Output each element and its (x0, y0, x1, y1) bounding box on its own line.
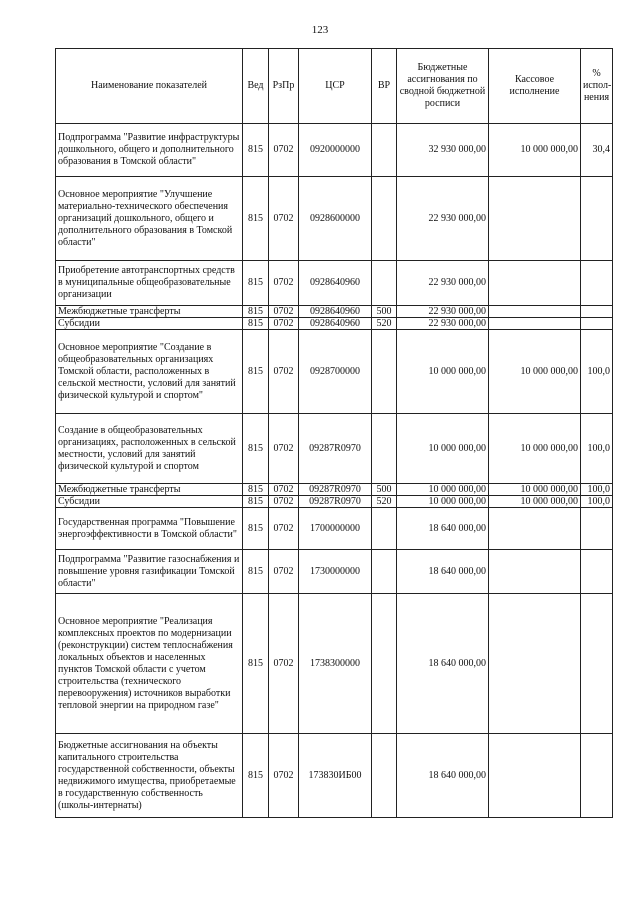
row-budget: 10 000 000,00 (397, 414, 489, 484)
row-name: Межбюджетные трансферты (56, 484, 243, 496)
row-rzpr: 0702 (269, 594, 299, 734)
row-name: Субсидии (56, 496, 243, 508)
row-ved: 815 (243, 594, 269, 734)
row-vr (372, 594, 397, 734)
row-ved: 815 (243, 496, 269, 508)
table-header-row (56, 49, 613, 124)
row-rzpr: 0702 (269, 734, 299, 818)
table-row (56, 330, 613, 414)
row-cash: 10 000 000,00 (489, 484, 581, 496)
header-ved: Вед (243, 49, 269, 124)
row-ved: 815 (243, 508, 269, 550)
row-pct: 30,4 (581, 124, 613, 177)
row-cash (489, 594, 581, 734)
row-vr: 500 (372, 306, 397, 318)
table-row (56, 261, 613, 306)
row-csr: 1730000000 (299, 550, 372, 594)
row-budget: 10 000 000,00 (397, 330, 489, 414)
row-vr (372, 261, 397, 306)
row-cash (489, 550, 581, 594)
row-pct (581, 306, 613, 318)
row-name: Приобретение автотранспортных средств в муниципальные общеобразовательные организации (56, 261, 243, 306)
row-csr: 0928640960 (299, 318, 372, 330)
row-name: Государственная программа "Повышение энергоэффективности в Томской области" (56, 508, 243, 550)
row-name: Межбюджетные трансферты (56, 306, 243, 318)
row-csr: 0920000000 (299, 124, 372, 177)
row-rzpr: 0702 (269, 177, 299, 261)
row-cash (489, 734, 581, 818)
header-cash: Кассовое исполнение (489, 49, 581, 124)
row-budget: 22 930 000,00 (397, 318, 489, 330)
row-pct (581, 508, 613, 550)
row-rzpr: 0702 (269, 318, 299, 330)
header-pct: % испол-нения (581, 49, 613, 124)
row-pct: 100,0 (581, 496, 613, 508)
header-budget: Бюджетные ассигнования по сводной бюджетной росписи (397, 49, 489, 124)
table-row (56, 124, 613, 177)
row-cash (489, 261, 581, 306)
row-vr: 520 (372, 496, 397, 508)
row-name: Создание в общеобразовательных организациях, расположенных в сельской местности, условий для занятий физической культурой и спортом (56, 414, 243, 484)
row-cash (489, 318, 581, 330)
row-budget: 18 640 000,00 (397, 594, 489, 734)
row-vr (372, 177, 397, 261)
page-number: 123 (311, 24, 329, 36)
row-pct: 100,0 (581, 414, 613, 484)
row-csr: 09287R0970 (299, 496, 372, 508)
row-vr (372, 414, 397, 484)
row-cash (489, 508, 581, 550)
table-row (56, 414, 613, 484)
row-rzpr: 0702 (269, 508, 299, 550)
row-cash (489, 306, 581, 318)
row-rzpr: 0702 (269, 261, 299, 306)
row-csr: 09287R0970 (299, 484, 372, 496)
table-row (56, 496, 613, 508)
row-name: Подпрограмма "Развитие газоснабжения и повышение уровня газификации Томской области" (56, 550, 243, 594)
row-csr: 09287R0970 (299, 414, 372, 484)
table-row (56, 734, 613, 818)
row-pct (581, 550, 613, 594)
row-ved: 815 (243, 306, 269, 318)
row-pct (581, 177, 613, 261)
row-vr: 500 (372, 484, 397, 496)
row-csr: 0928700000 (299, 330, 372, 414)
row-budget: 10 000 000,00 (397, 484, 489, 496)
row-ved: 815 (243, 177, 269, 261)
row-ved: 815 (243, 734, 269, 818)
row-budget: 22 930 000,00 (397, 306, 489, 318)
header-csr: ЦСР (299, 49, 372, 124)
row-pct: 100,0 (581, 330, 613, 414)
row-name: Основное мероприятие "Улучшение материально-технического обеспечения организаций дошкольного, общего и дополнительного образования в Томской области" (56, 177, 243, 261)
row-pct (581, 734, 613, 818)
row-ved: 815 (243, 124, 269, 177)
row-csr: 1738300000 (299, 594, 372, 734)
table-row (56, 484, 613, 496)
row-budget: 10 000 000,00 (397, 496, 489, 508)
row-budget: 22 930 000,00 (397, 177, 489, 261)
row-budget: 18 640 000,00 (397, 508, 489, 550)
row-pct (581, 261, 613, 306)
row-vr (372, 734, 397, 818)
row-name: Подпрограмма "Развитие инфраструктуры дошкольного, общего и дополнительного образования в Томской области" (56, 124, 243, 177)
row-vr (372, 508, 397, 550)
row-pct (581, 318, 613, 330)
row-ved: 815 (243, 261, 269, 306)
row-rzpr: 0702 (269, 484, 299, 496)
row-budget: 18 640 000,00 (397, 734, 489, 818)
header-name: Наименование показателей (56, 49, 243, 124)
row-cash: 10 000 000,00 (489, 496, 581, 508)
row-csr: 0928640960 (299, 261, 372, 306)
row-ved: 815 (243, 318, 269, 330)
row-name: Бюджетные ассигнования на объекты капитального строительства государственной собственности, объекты недвижимого имущества, приобретаемые в государственную собственность (школы-интернаты) (56, 734, 243, 818)
row-rzpr: 0702 (269, 124, 299, 177)
row-budget: 22 930 000,00 (397, 261, 489, 306)
row-vr (372, 550, 397, 594)
row-cash: 10 000 000,00 (489, 124, 581, 177)
row-name: Субсидии (56, 318, 243, 330)
row-csr: 0928600000 (299, 177, 372, 261)
row-ved: 815 (243, 330, 269, 414)
row-cash (489, 177, 581, 261)
row-rzpr: 0702 (269, 414, 299, 484)
header-rzpr: РзПр (269, 49, 299, 124)
row-cash: 10 000 000,00 (489, 414, 581, 484)
row-csr: 173830ИБ00 (299, 734, 372, 818)
row-csr: 0928640960 (299, 306, 372, 318)
row-budget: 18 640 000,00 (397, 550, 489, 594)
row-name: Основное мероприятие "Создание в общеобразовательных организациях Томской области, расположенных в сельской местности, условий для занятий физической культурой и спортом" (56, 330, 243, 414)
row-pct: 100,0 (581, 484, 613, 496)
row-pct (581, 594, 613, 734)
row-name: Основное мероприятие "Реализация комплексных проектов по модернизации (реконструкции) систем теплоснабжения локальных объектов и населенных пунктов Томской области с учетом строительства (технического перевооружения) источников выработки тепловой энергии на природном газе" (56, 594, 243, 734)
row-cash: 10 000 000,00 (489, 330, 581, 414)
table-row (56, 550, 613, 594)
table-row (56, 177, 613, 261)
row-csr: 1700000000 (299, 508, 372, 550)
row-rzpr: 0702 (269, 306, 299, 318)
row-ved: 815 (243, 550, 269, 594)
table-row (56, 318, 613, 330)
row-ved: 815 (243, 484, 269, 496)
row-rzpr: 0702 (269, 330, 299, 414)
budget-table (55, 48, 613, 818)
header-vr: ВР (372, 49, 397, 124)
row-rzpr: 0702 (269, 550, 299, 594)
table-row (56, 594, 613, 734)
table-row (56, 508, 613, 550)
row-rzpr: 0702 (269, 496, 299, 508)
row-vr: 520 (372, 318, 397, 330)
row-vr (372, 330, 397, 414)
row-vr (372, 124, 397, 177)
table-row (56, 306, 613, 318)
row-ved: 815 (243, 414, 269, 484)
row-budget: 32 930 000,00 (397, 124, 489, 177)
